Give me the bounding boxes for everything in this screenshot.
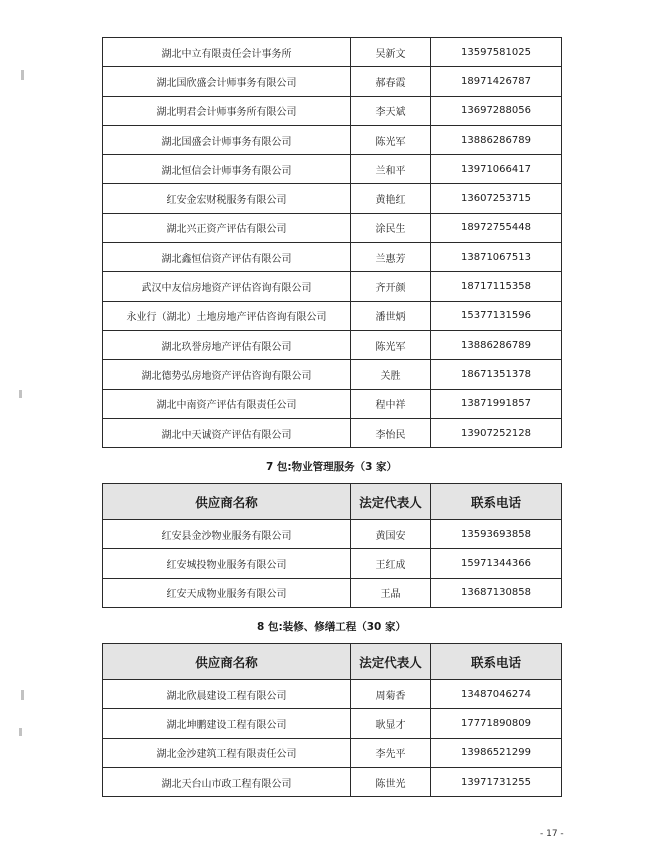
header-legal-rep: 法定代表人	[351, 484, 431, 520]
supplier-name-cell: 湖北鑫恒信资产评估有限公司	[103, 243, 351, 272]
table-row	[103, 125, 562, 154]
header-supplier-name: 供应商名称	[103, 484, 351, 520]
legal-rep-cell: 涂民生	[351, 213, 431, 242]
phone-cell: 18972755448	[431, 213, 562, 242]
section-7-title: 7 包:物业管理服务（3 家）	[265, 461, 398, 473]
supplier-name-cell: 湖北玖誉房地产评估有限公司	[103, 330, 351, 359]
section-7-table	[102, 483, 562, 608]
phone-cell: 13986521299	[431, 738, 562, 767]
legal-rep-cell: 李天斌	[351, 96, 431, 125]
legal-rep-cell: 郝春霞	[351, 67, 431, 96]
table-row	[103, 520, 562, 549]
supplier-name-cell: 湖北恒信会计师事务有限公司	[103, 155, 351, 184]
phone-cell: 15377131596	[431, 301, 562, 330]
table-row	[103, 767, 562, 796]
table-header-row	[103, 644, 562, 680]
supplier-name-cell: 湖北中天诚资产评估有限公司	[103, 418, 351, 447]
phone-cell: 13697288056	[431, 96, 562, 125]
phone-cell: 15971344366	[431, 549, 562, 578]
supplier-name-cell: 湖北国欣盛会计师事务有限公司	[103, 67, 351, 96]
supplier-name-cell: 湖北德势弘房地资产评估咨询有限公司	[103, 360, 351, 389]
table-row	[103, 578, 562, 607]
table-row	[103, 360, 562, 389]
legal-rep-cell: 黄艳红	[351, 184, 431, 213]
supplier-name-cell: 湖北欣晨建设工程有限公司	[103, 680, 351, 709]
header-phone: 联系电话	[431, 644, 562, 680]
supplier-name-cell: 红安县金沙物业服务有限公司	[103, 520, 351, 549]
table-row	[103, 38, 562, 67]
phone-cell: 13871067513	[431, 243, 562, 272]
supplier-name-cell: 湖北天台山市政工程有限公司	[103, 767, 351, 796]
legal-rep-cell: 王红成	[351, 549, 431, 578]
page-number: - 17 -	[540, 829, 564, 839]
table-row	[103, 155, 562, 184]
supplier-name-cell: 湖北中南资产评估有限责任公司	[103, 389, 351, 418]
supplier-name-cell: 湖北中立有限责任会计事务所	[103, 38, 351, 67]
table-row	[103, 709, 562, 738]
supplier-name-cell: 红安天成物业服务有限公司	[103, 578, 351, 607]
legal-rep-cell: 程中祥	[351, 389, 431, 418]
phone-cell: 13593693858	[431, 520, 562, 549]
phone-cell: 13886286789	[431, 330, 562, 359]
phone-cell: 18971426787	[431, 67, 562, 96]
supplier-name-cell: 湖北明君会计师事务所有限公司	[103, 96, 351, 125]
header-phone: 联系电话	[431, 484, 562, 520]
table-row	[103, 243, 562, 272]
phone-cell: 18671351378	[431, 360, 562, 389]
table-row	[103, 549, 562, 578]
phone-cell: 13971066417	[431, 155, 562, 184]
supplier-name-cell: 武汉中友信房地资产评估咨询有限公司	[103, 272, 351, 301]
phone-cell: 13907252128	[431, 418, 562, 447]
legal-rep-cell: 陈光军	[351, 330, 431, 359]
legal-rep-cell: 王晶	[351, 578, 431, 607]
legal-rep-cell: 李怡民	[351, 418, 431, 447]
supplier-name-cell: 永业行（湖北）土地房地产评估咨询有限公司	[103, 301, 351, 330]
table-header-row	[103, 484, 562, 520]
table-row	[103, 418, 562, 447]
legal-rep-cell: 齐开颜	[351, 272, 431, 301]
legal-rep-cell: 陈世光	[351, 767, 431, 796]
scan-mark	[19, 390, 22, 398]
legal-rep-cell: 关胜	[351, 360, 431, 389]
supplier-name-cell: 红安城投物业服务有限公司	[103, 549, 351, 578]
scan-mark	[19, 728, 22, 736]
legal-rep-cell: 潘世炳	[351, 301, 431, 330]
phone-cell: 13487046274	[431, 680, 562, 709]
phone-cell: 13886286789	[431, 125, 562, 154]
legal-rep-cell: 兰惠芳	[351, 243, 431, 272]
scan-mark	[21, 70, 24, 80]
supplier-name-cell: 红安金宏财税服务有限公司	[103, 184, 351, 213]
table-row	[103, 330, 562, 359]
phone-cell: 13597581025	[431, 38, 562, 67]
table-row	[103, 67, 562, 96]
legal-rep-cell: 兰和平	[351, 155, 431, 184]
supplier-name-cell: 湖北坤鹏建设工程有限公司	[103, 709, 351, 738]
phone-cell: 13607253715	[431, 184, 562, 213]
phone-cell: 17771890809	[431, 709, 562, 738]
legal-rep-cell: 周菊香	[351, 680, 431, 709]
section-8-table	[102, 643, 562, 797]
header-supplier-name: 供应商名称	[103, 644, 351, 680]
legal-rep-cell: 耿显才	[351, 709, 431, 738]
phone-cell: 18717115358	[431, 272, 562, 301]
table-row	[103, 96, 562, 125]
table-row	[103, 301, 562, 330]
table-row	[103, 184, 562, 213]
table-row	[103, 272, 562, 301]
section-8-title: 8 包:装修、修缮工程（30 家）	[257, 621, 406, 633]
table-row	[103, 213, 562, 242]
phone-cell: 13871991857	[431, 389, 562, 418]
scan-mark	[21, 690, 24, 700]
table-row	[103, 738, 562, 767]
supplier-name-cell: 湖北国盛会计师事务有限公司	[103, 125, 351, 154]
table-row	[103, 389, 562, 418]
legal-rep-cell: 李先平	[351, 738, 431, 767]
legal-rep-cell: 陈光军	[351, 125, 431, 154]
table-row	[103, 680, 562, 709]
header-legal-rep: 法定代表人	[351, 644, 431, 680]
supplier-name-cell: 湖北金沙建筑工程有限责任公司	[103, 738, 351, 767]
phone-cell: 13971731255	[431, 767, 562, 796]
supplier-name-cell: 湖北兴正资产评估有限公司	[103, 213, 351, 242]
supplier-table-continued	[102, 37, 562, 448]
phone-cell: 13687130858	[431, 578, 562, 607]
legal-rep-cell: 吴新文	[351, 38, 431, 67]
legal-rep-cell: 黄国安	[351, 520, 431, 549]
